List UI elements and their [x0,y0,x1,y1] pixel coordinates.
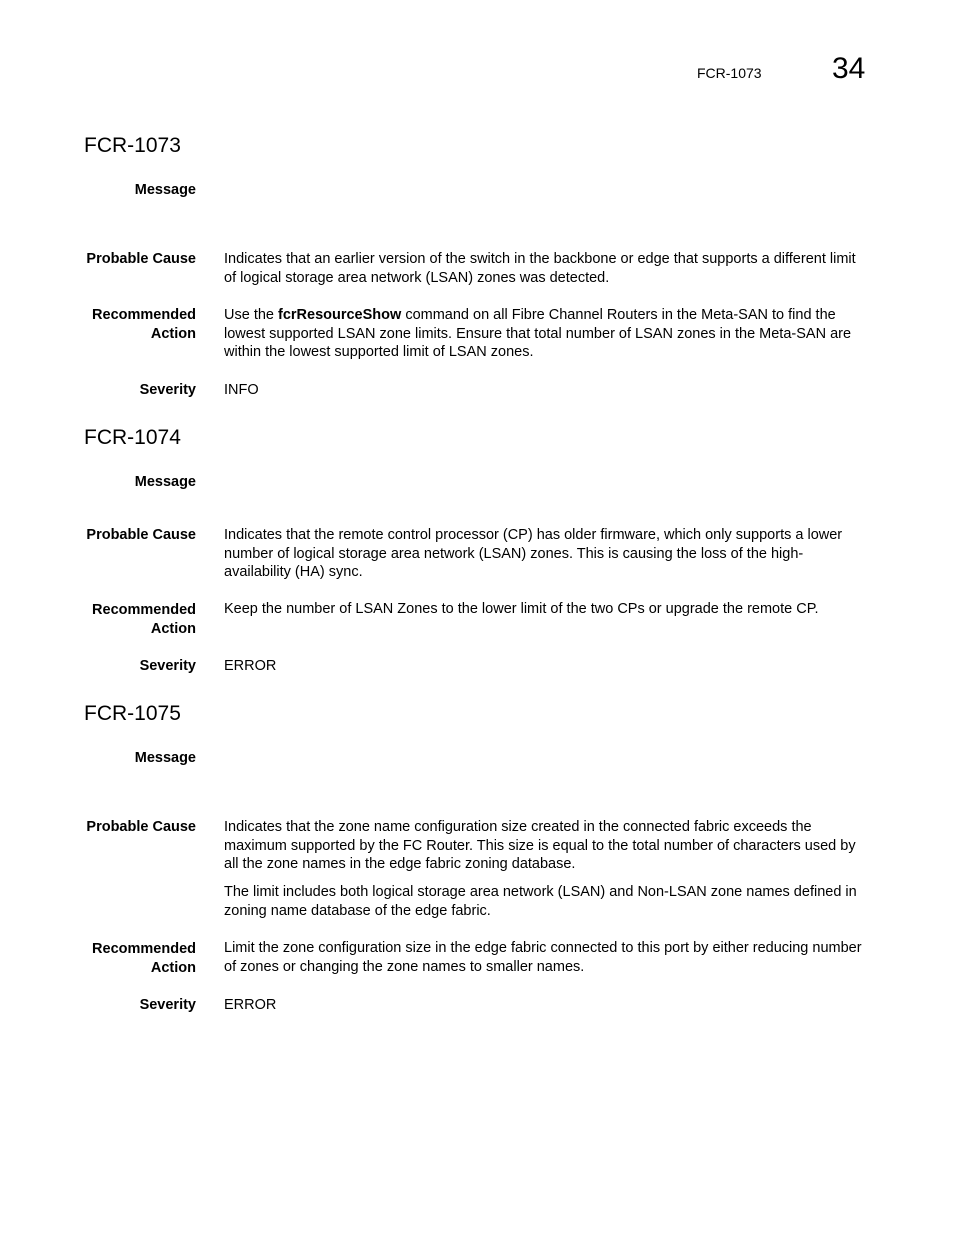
probable-cause-label: Probable Cause [86,527,196,543]
recommended-action-label [56,601,196,639]
recommended-action-label [56,940,196,978]
recommended-action-text: Limit the zone configuration size in the edge fabric connected to this port by either reducing number of zones or changing the zone names to smaller names. [224,940,862,975]
chapter-number: 34 [832,52,866,85]
recommended-label-line2: Action [150,621,196,637]
message-label: Message [134,750,196,766]
recommended-action-label [56,306,196,344]
severity-label: Severity [139,997,196,1013]
probable-cause-text-2: The limit includes both logical storage area network (LSAN) and Non-LSAN zone names defined in zoning name database of the edge fabric. [224,884,857,919]
severity-value: INFO [224,382,259,398]
probable-cause-text: Indicates that the zone name configuration size created in the connected fabric exceeds the maximum supported by the FC Router. This size is equal to the total number of characters used by all the zone names in the edge fabric zoning database. [224,819,856,873]
message-label: Message [134,474,196,490]
recommended-label-line2: Action [150,326,196,342]
probable-cause-label: Probable Cause [86,251,196,267]
probable-cause-text: Indicates that the remote control processor (CP) has older firmware, which only supports a lower number of logical storage area network (LSAN) zones. This is causing the loss of the high-availability (HA) sync. [224,527,843,581]
recommended-label-line1: Recommended [92,307,196,323]
recommended-label-line2: Action [150,960,196,976]
entry-title: FCR-1073 [84,134,181,157]
severity-label: Severity [139,658,196,674]
severity-value: ERROR [224,658,277,674]
probable-cause-label: Probable Cause [86,819,196,835]
severity-label: Severity [139,382,196,398]
action-text-post: command on all Fibre Channel Routers in the Meta-SAN to find the lowest supported LSAN zone limits. Ensure that total number of LSAN zones in the Meta-SAN are within the lowest supported limit of LSAN zones. [224,307,852,361]
probable-cause-text: Indicates that an earlier version of the switch in the backbone or edge that supports a different limit of logical storage area network (LSAN) zones was detected. [224,251,856,286]
recommended-action-text: Keep the number of LSAN Zones to the lower limit of the two CPs or upgrade the remote CP. [224,601,819,617]
recommended-label-line1: Recommended [92,602,196,618]
recommended-action-text [224,306,870,362]
action-text-pre: Use the [224,307,278,323]
message-label: Message [134,182,196,198]
running-header-section: FCR-1073 [697,65,762,81]
entry-title: FCR-1074 [84,426,181,449]
command-name: fcrResourceShow [278,307,402,323]
recommended-label-line1: Recommended [92,941,196,957]
entry-title: FCR-1075 [84,702,181,725]
severity-value: ERROR [224,997,277,1013]
